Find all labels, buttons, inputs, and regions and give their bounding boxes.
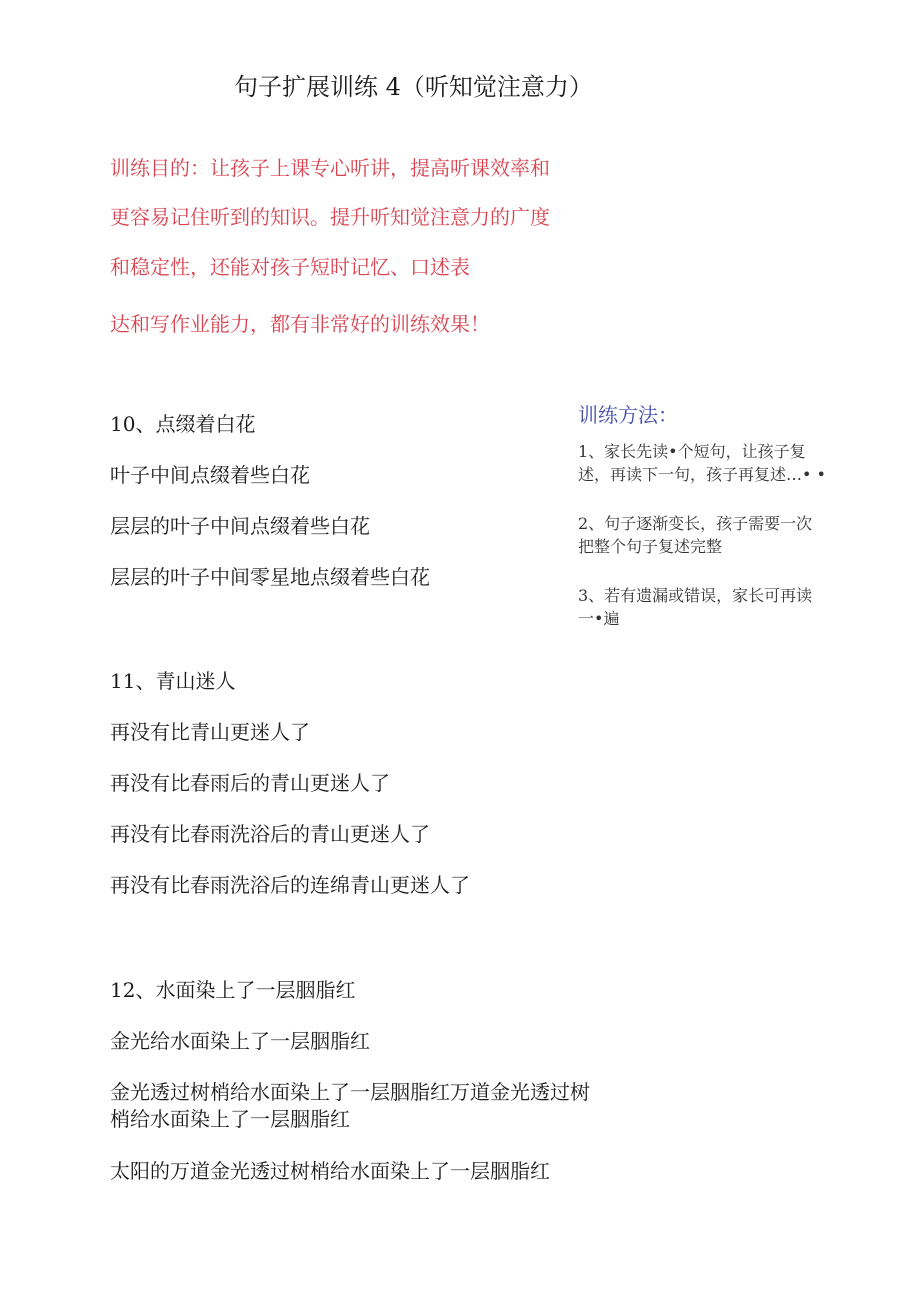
method-title: 训练方法：: [578, 403, 678, 427]
exercise-line: 层层的叶子中间点缀着些白花: [110, 514, 370, 538]
method-item-line: 述，再读下一句，孩子再复述…• •: [578, 465, 826, 484]
method-item-3: [578, 584, 848, 630]
exercise-line: 再没有比春雨洗浴后的连绵青山更迷人了: [110, 873, 470, 897]
purpose-line: 训练目的：让孩子上课专心听讲，提高听课效率和: [110, 156, 550, 180]
exercise-line: 再没有比春雨洗浴后的青山更迷人了: [110, 822, 430, 846]
exercise-line: 再没有比青山更迷人了: [110, 720, 310, 744]
exercise-line: 叶子中间点缀着些白花: [110, 463, 310, 487]
exercise-heading: 10、点缀着白花: [110, 412, 256, 436]
exercise-line: 再没有比春雨后的青山更迷人了: [110, 771, 390, 795]
exercise-heading: 12、水面染上了一层胭脂红: [110, 978, 356, 1002]
exercise-line: 金光透过树梢给水面染上了一层胭脂红万道金光透过树梢给水面染上了一层胭脂红: [110, 1080, 590, 1131]
method-item-line: 一•遍: [578, 609, 620, 628]
method-item-1: [578, 440, 848, 486]
exercise-line: 太阳的万道金光透过树梢给水面染上了一层胭脂红: [110, 1159, 550, 1183]
exercise-heading: 11、青山迷人: [110, 669, 236, 693]
page-title: 句子扩展训练 4（听知觉注意力）: [234, 73, 593, 101]
exercise-line: 金光给水面染上了一层胭脂红: [110, 1029, 370, 1053]
purpose-line: 和稳定性，还能对孩子短时记忆、口述表: [110, 255, 470, 279]
method-item-2: [578, 512, 848, 558]
method-item-line: 2、句子逐渐变长，孩子需要一次: [578, 514, 813, 533]
exercise-line: 层层的叶子中间零星地点缀着些白花: [110, 565, 430, 589]
method-item-line: 把整个句子复述完整: [578, 537, 723, 556]
purpose-line: 更容易记住听到的知识。提升听知觉注意力的广度: [110, 205, 550, 229]
purpose-line: 达和写作业能力，都有非常好的训练效果！: [110, 312, 490, 336]
method-item-line: 1、家长先读•个短句，让孩子复: [578, 442, 806, 461]
method-item-line: 3、若有遗漏或错误，家长可再读: [578, 586, 813, 605]
